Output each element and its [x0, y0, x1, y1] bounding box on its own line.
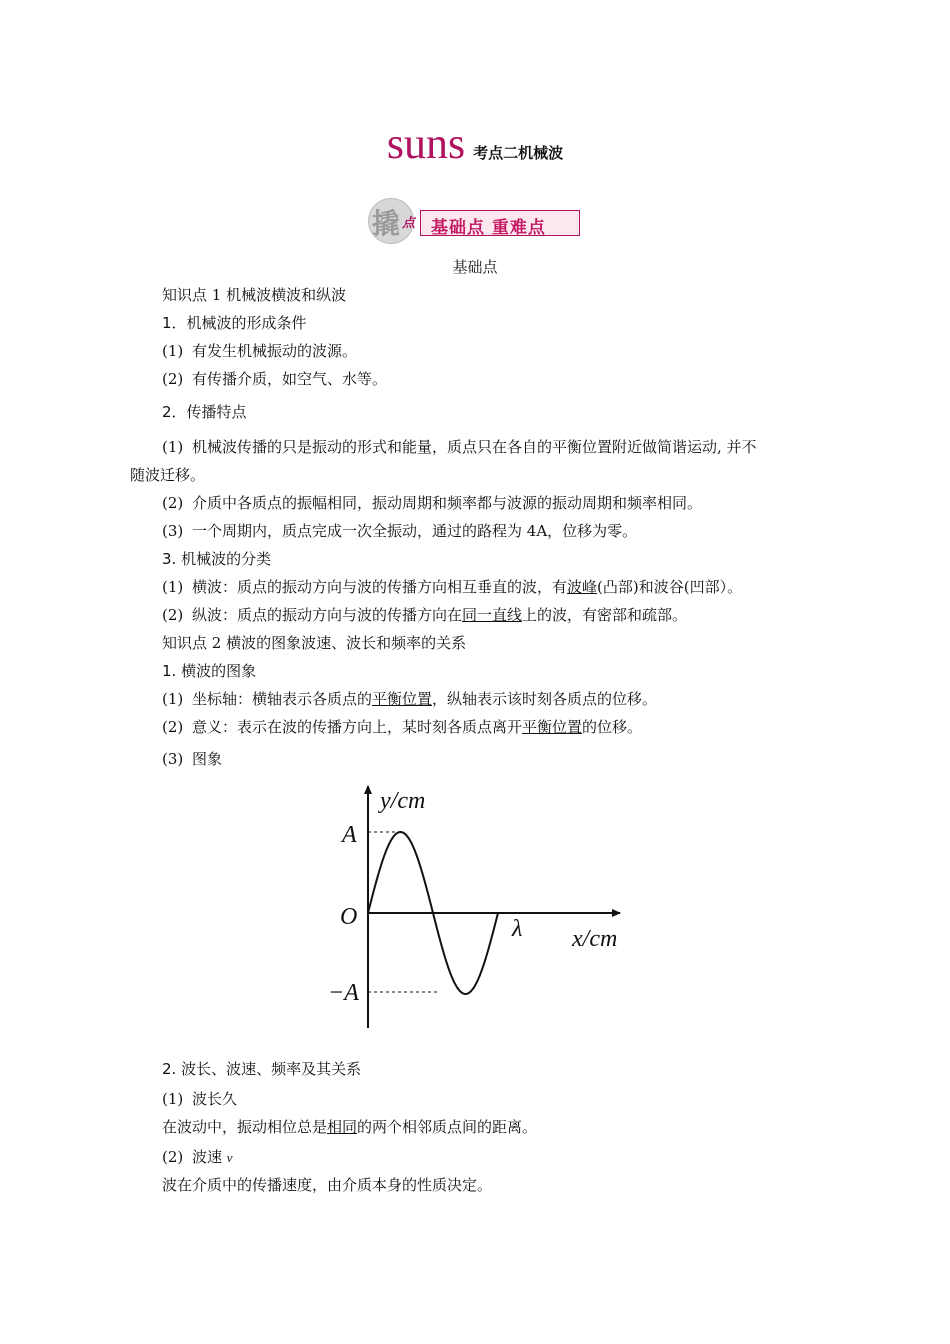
y-axis-label: y/cm — [380, 788, 426, 814]
page-title: 考点二机械波 — [473, 144, 564, 162]
paragraph: 波在介质中的传播速度，由介质本身的性质决定。 — [162, 1176, 493, 1194]
list-item: (3) 一个周期内，质点完成一次全振动，通过的路程为 4A，位移为零。 — [162, 522, 638, 540]
list-item: (1) 坐标轴：横轴表示各质点的平衡位置，纵轴表示该时刻各质点的位移。 — [162, 690, 658, 708]
paragraph: (1) 机械波传播的只是振动的形式和能量，质点只在各自的平衡位置附近做简谐运动, 并不 — [162, 438, 757, 456]
page-header — [0, 118, 950, 169]
k2-s1-title: 1. 横波的图象 — [162, 662, 257, 680]
list-item: (3) 图象 — [162, 750, 223, 768]
origin-label: O — [340, 904, 358, 930]
badge-bar — [420, 210, 580, 236]
x-axis-label: x/cm — [572, 926, 618, 952]
k2-heading: 知识点 2 横波的图象波速、波长和频率的关系 — [162, 634, 467, 652]
list-item: (1) 波长久 — [162, 1090, 238, 1108]
k1-heading: 知识点 1 机械波横波和纵波 — [162, 286, 347, 304]
amp-neg-label: −A — [328, 980, 359, 1006]
wave-figure — [326, 782, 650, 1034]
list-item: (1) 横波：质点的振动方向与波的传播方向相互垂直的波，有波峰(凸部)和波谷(凹部）。 — [162, 578, 743, 596]
badge-icon-char: 撬 — [372, 207, 401, 240]
amp-pos-label: A — [342, 822, 357, 848]
badge-small-text: 点 — [402, 216, 416, 231]
list-item: (2) 有传播介质，如空气、水等。 — [162, 370, 388, 388]
wavelength-label: λ — [512, 916, 523, 942]
badge-label: 基础点 重难点 — [431, 218, 546, 238]
paragraph: 在波动中，振动相位总是相同的两个相邻质点间的距离。 — [162, 1118, 538, 1136]
paragraph-continuation: 随波迁移。 — [130, 466, 206, 484]
wave-diagram — [326, 782, 650, 1034]
section-title: 基础点 — [452, 258, 498, 276]
k1-s2-title: 2．传播特点 — [162, 403, 247, 421]
k1-s1-title: 1．机械波的形成条件 — [162, 314, 307, 332]
list-item: (2) 纵波：质点的振动方向与波的传播方向在同一直线上的波，有密部和疏部。 — [162, 606, 688, 624]
list-item: (2) 意义：表示在波的传播方向上，某时刻各质点离开平衡位置的位移。 — [162, 718, 643, 736]
k1-s3-title: 3. 机械波的分类 — [162, 550, 272, 568]
list-item: (2) 波速 v — [162, 1148, 233, 1166]
k2-s2-title: 2. 波长、波速、频率及其关系 — [162, 1060, 362, 1078]
list-item: (2) 介质中各质点的振幅相同，振动周期和频率都与波源的振动周期和频率相同。 — [162, 494, 703, 512]
section-badge — [368, 198, 584, 244]
brand-logo: suns — [386, 119, 466, 168]
list-item: (1) 有发生机械振动的波源。 — [162, 342, 358, 360]
